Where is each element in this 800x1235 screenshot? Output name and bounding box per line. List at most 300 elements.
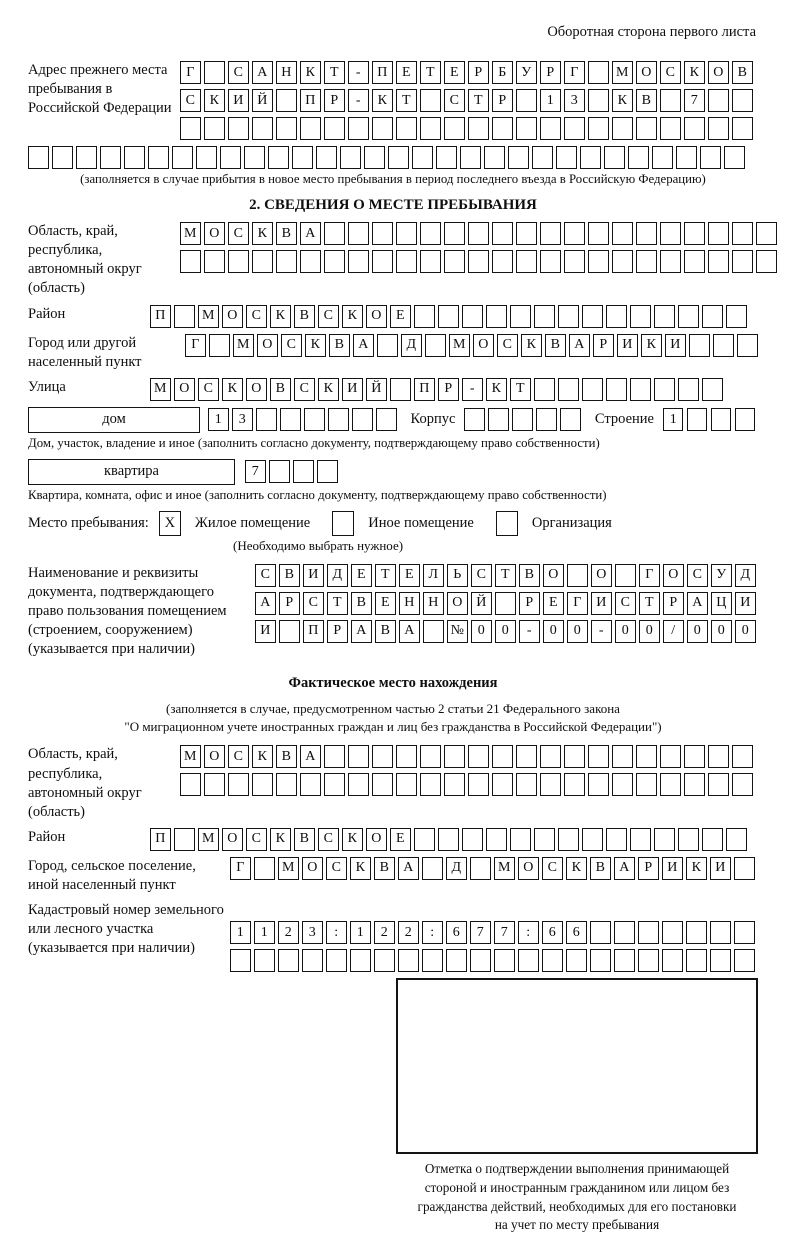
char-cell[interactable]: О xyxy=(366,305,387,328)
char-cell[interactable]: К xyxy=(521,334,542,357)
char-cell[interactable] xyxy=(732,250,753,273)
char-cell[interactable]: В xyxy=(519,564,540,587)
char-cell[interactable] xyxy=(588,773,609,796)
char-cell[interactable] xyxy=(564,250,585,273)
char-cell[interactable] xyxy=(348,222,369,245)
char-cell[interactable]: Т xyxy=(327,592,348,615)
char-cell[interactable] xyxy=(100,146,121,169)
char-cell[interactable]: 6 xyxy=(446,921,467,944)
char-cell[interactable] xyxy=(244,146,265,169)
char-cell[interactable] xyxy=(614,949,635,972)
char-cell[interactable]: : xyxy=(422,921,443,944)
char-cell[interactable] xyxy=(495,592,516,615)
char-cell[interactable] xyxy=(220,146,241,169)
char-cell[interactable] xyxy=(174,828,195,851)
char-cell[interactable] xyxy=(638,921,659,944)
char-cell[interactable]: К xyxy=(252,222,273,245)
char-cell[interactable] xyxy=(636,222,657,245)
char-cell[interactable] xyxy=(377,334,398,357)
char-cell[interactable]: В xyxy=(294,828,315,851)
char-cell[interactable]: В xyxy=(732,61,753,84)
char-cell[interactable]: В xyxy=(375,620,396,643)
char-cell[interactable] xyxy=(660,773,681,796)
char-cell[interactable] xyxy=(324,773,345,796)
char-cell[interactable] xyxy=(708,117,729,140)
char-cell[interactable]: 3 xyxy=(564,89,585,112)
char-cell[interactable]: С xyxy=(255,564,276,587)
char-cell[interactable] xyxy=(756,222,777,245)
char-cell[interactable] xyxy=(660,250,681,273)
char-cell[interactable]: М xyxy=(612,61,633,84)
char-cell[interactable] xyxy=(734,857,755,880)
char-cell[interactable]: О xyxy=(222,305,243,328)
char-cell[interactable] xyxy=(422,857,443,880)
char-cell[interactable]: И xyxy=(617,334,638,357)
char-cell[interactable] xyxy=(462,828,483,851)
char-cell[interactable] xyxy=(304,408,325,431)
char-cell[interactable] xyxy=(460,146,481,169)
char-cell[interactable] xyxy=(724,146,745,169)
char-cell[interactable] xyxy=(636,117,657,140)
char-cell[interactable] xyxy=(204,773,225,796)
char-cell[interactable]: П xyxy=(372,61,393,84)
char-cell[interactable]: 2 xyxy=(374,921,395,944)
char-cell[interactable] xyxy=(540,117,561,140)
char-cell[interactable]: О xyxy=(663,564,684,587)
char-cell[interactable]: М xyxy=(449,334,470,357)
char-cell[interactable] xyxy=(567,564,588,587)
char-cell[interactable]: - xyxy=(462,378,483,401)
char-cell[interactable] xyxy=(372,117,393,140)
char-cell[interactable]: Е xyxy=(396,61,417,84)
char-cell[interactable]: М xyxy=(180,745,201,768)
char-cell[interactable] xyxy=(280,408,301,431)
char-cell[interactable] xyxy=(209,334,230,357)
char-cell[interactable] xyxy=(732,89,753,112)
char-cell[interactable] xyxy=(124,146,145,169)
char-cell[interactable]: В xyxy=(276,745,297,768)
char-cell[interactable]: Т xyxy=(639,592,660,615)
char-cell[interactable]: С xyxy=(318,828,339,851)
char-cell[interactable] xyxy=(340,146,361,169)
char-cell[interactable] xyxy=(468,117,489,140)
char-cell[interactable] xyxy=(444,117,465,140)
char-cell[interactable]: О xyxy=(257,334,278,357)
char-cell[interactable]: Т xyxy=(420,61,441,84)
char-cell[interactable] xyxy=(486,828,507,851)
char-cell[interactable] xyxy=(276,89,297,112)
char-cell[interactable]: К xyxy=(222,378,243,401)
char-cell[interactable]: В xyxy=(374,857,395,880)
char-cell[interactable] xyxy=(516,250,537,273)
char-cell[interactable]: / xyxy=(663,620,684,643)
char-cell[interactable]: О xyxy=(246,378,267,401)
char-cell[interactable]: В xyxy=(545,334,566,357)
char-cell[interactable] xyxy=(414,828,435,851)
char-cell[interactable]: 0 xyxy=(687,620,708,643)
char-cell[interactable] xyxy=(660,745,681,768)
char-cell[interactable]: О xyxy=(447,592,468,615)
char-cell[interactable]: - xyxy=(348,61,369,84)
char-cell[interactable]: Е xyxy=(399,564,420,587)
char-cell[interactable]: К xyxy=(612,89,633,112)
char-cell[interactable]: А xyxy=(398,857,419,880)
char-cell[interactable] xyxy=(708,745,729,768)
char-cell[interactable] xyxy=(254,857,275,880)
char-cell[interactable] xyxy=(588,745,609,768)
char-cell[interactable]: Д xyxy=(327,564,348,587)
char-cell[interactable]: 1 xyxy=(230,921,251,944)
char-cell[interactable] xyxy=(540,250,561,273)
char-cell[interactable]: Н xyxy=(423,592,444,615)
char-cell[interactable]: О xyxy=(518,857,539,880)
char-cell[interactable]: 0 xyxy=(639,620,660,643)
char-cell[interactable]: И xyxy=(255,620,276,643)
char-cell[interactable]: 0 xyxy=(567,620,588,643)
char-cell[interactable] xyxy=(702,378,723,401)
char-cell[interactable] xyxy=(614,921,635,944)
char-cell[interactable] xyxy=(588,222,609,245)
char-cell[interactable]: Й xyxy=(366,378,387,401)
char-cell[interactable] xyxy=(542,949,563,972)
char-cell[interactable]: О xyxy=(366,828,387,851)
char-cell[interactable] xyxy=(279,620,300,643)
char-cell[interactable]: Е xyxy=(444,61,465,84)
char-cell[interactable] xyxy=(652,146,673,169)
char-cell[interactable] xyxy=(518,949,539,972)
char-cell[interactable] xyxy=(604,146,625,169)
char-cell[interactable]: Р xyxy=(540,61,561,84)
char-cell[interactable] xyxy=(300,773,321,796)
char-cell[interactable]: - xyxy=(591,620,612,643)
char-cell[interactable] xyxy=(536,408,557,431)
char-cell[interactable]: О xyxy=(543,564,564,587)
char-cell[interactable]: Н xyxy=(399,592,420,615)
char-cell[interactable]: 0 xyxy=(495,620,516,643)
char-cell[interactable]: К xyxy=(270,828,291,851)
char-cell[interactable] xyxy=(252,773,273,796)
char-cell[interactable] xyxy=(420,773,441,796)
char-cell[interactable]: Г xyxy=(230,857,251,880)
char-cell[interactable] xyxy=(348,745,369,768)
char-cell[interactable] xyxy=(566,949,587,972)
char-cell[interactable]: К xyxy=(686,857,707,880)
char-cell[interactable]: О xyxy=(302,857,323,880)
char-cell[interactable]: М xyxy=(150,378,171,401)
char-cell[interactable]: 1 xyxy=(208,408,229,431)
char-cell[interactable] xyxy=(204,61,225,84)
char-cell[interactable] xyxy=(292,146,313,169)
char-cell[interactable] xyxy=(276,117,297,140)
char-cell[interactable] xyxy=(564,773,585,796)
char-cell[interactable] xyxy=(687,408,708,431)
char-cell[interactable]: Р xyxy=(663,592,684,615)
char-cell[interactable]: С xyxy=(228,222,249,245)
char-cell[interactable] xyxy=(560,408,581,431)
char-cell[interactable] xyxy=(412,146,433,169)
char-cell[interactable] xyxy=(654,305,675,328)
char-cell[interactable] xyxy=(660,89,681,112)
char-cell[interactable]: С xyxy=(326,857,347,880)
char-cell[interactable]: Г xyxy=(639,564,660,587)
char-cell[interactable]: Р xyxy=(519,592,540,615)
char-cell[interactable] xyxy=(324,222,345,245)
char-cell[interactable] xyxy=(414,305,435,328)
char-cell[interactable] xyxy=(686,921,707,944)
char-cell[interactable]: И xyxy=(662,857,683,880)
char-cell[interactable] xyxy=(636,773,657,796)
char-cell[interactable]: Г xyxy=(185,334,206,357)
char-cell[interactable]: Ц xyxy=(711,592,732,615)
char-cell[interactable]: Г xyxy=(180,61,201,84)
char-cell[interactable]: 7 xyxy=(494,921,515,944)
char-cell[interactable]: М xyxy=(233,334,254,357)
char-cell[interactable]: К xyxy=(566,857,587,880)
char-cell[interactable] xyxy=(558,378,579,401)
char-cell[interactable] xyxy=(398,949,419,972)
char-cell[interactable] xyxy=(396,222,417,245)
char-cell[interactable] xyxy=(204,117,225,140)
char-cell[interactable] xyxy=(446,949,467,972)
char-cell[interactable] xyxy=(254,949,275,972)
char-cell[interactable] xyxy=(180,773,201,796)
char-cell[interactable]: О xyxy=(708,61,729,84)
char-cell[interactable]: С xyxy=(246,828,267,851)
char-cell[interactable]: П xyxy=(303,620,324,643)
char-cell[interactable]: А xyxy=(687,592,708,615)
char-cell[interactable]: П xyxy=(150,305,171,328)
other-premises-checkbox[interactable] xyxy=(332,511,354,536)
char-cell[interactable] xyxy=(492,222,513,245)
char-cell[interactable]: У xyxy=(516,61,537,84)
char-cell[interactable]: М xyxy=(198,305,219,328)
char-cell[interactable]: С xyxy=(246,305,267,328)
char-cell[interactable]: : xyxy=(518,921,539,944)
char-cell[interactable] xyxy=(564,222,585,245)
char-cell[interactable] xyxy=(612,745,633,768)
char-cell[interactable] xyxy=(734,921,755,944)
char-cell[interactable] xyxy=(390,378,411,401)
char-cell[interactable] xyxy=(172,146,193,169)
char-cell[interactable] xyxy=(204,250,225,273)
char-cell[interactable]: В xyxy=(276,222,297,245)
char-cell[interactable] xyxy=(676,146,697,169)
char-cell[interactable]: Д xyxy=(401,334,422,357)
char-cell[interactable]: 0 xyxy=(735,620,756,643)
char-cell[interactable] xyxy=(488,408,509,431)
char-cell[interactable] xyxy=(468,745,489,768)
char-cell[interactable] xyxy=(564,117,585,140)
char-cell[interactable]: - xyxy=(348,89,369,112)
char-cell[interactable]: К xyxy=(342,305,363,328)
char-cell[interactable] xyxy=(420,745,441,768)
char-cell[interactable]: 1 xyxy=(663,408,684,431)
char-cell[interactable]: К xyxy=(318,378,339,401)
char-cell[interactable] xyxy=(196,146,217,169)
char-cell[interactable] xyxy=(352,408,373,431)
char-cell[interactable] xyxy=(660,222,681,245)
char-cell[interactable]: А xyxy=(300,745,321,768)
char-cell[interactable] xyxy=(662,921,683,944)
char-cell[interactable] xyxy=(317,460,338,483)
house-type-field[interactable]: дом xyxy=(28,407,200,433)
char-cell[interactable] xyxy=(678,305,699,328)
char-cell[interactable]: О xyxy=(473,334,494,357)
char-cell[interactable] xyxy=(711,408,732,431)
char-cell[interactable]: А xyxy=(252,61,273,84)
char-cell[interactable]: О xyxy=(204,745,225,768)
residential-checkbox[interactable]: X xyxy=(159,511,181,536)
char-cell[interactable] xyxy=(324,745,345,768)
char-cell[interactable] xyxy=(654,378,675,401)
char-cell[interactable] xyxy=(732,222,753,245)
char-cell[interactable]: К xyxy=(350,857,371,880)
char-cell[interactable] xyxy=(276,250,297,273)
char-cell[interactable]: Т xyxy=(495,564,516,587)
char-cell[interactable] xyxy=(678,828,699,851)
char-cell[interactable]: К xyxy=(342,828,363,851)
char-cell[interactable]: М xyxy=(494,857,515,880)
char-cell[interactable]: И xyxy=(710,857,731,880)
char-cell[interactable] xyxy=(588,250,609,273)
char-cell[interactable] xyxy=(444,773,465,796)
char-cell[interactable]: Т xyxy=(324,61,345,84)
char-cell[interactable]: С xyxy=(294,378,315,401)
char-cell[interactable] xyxy=(326,949,347,972)
char-cell[interactable]: Р xyxy=(327,620,348,643)
char-cell[interactable] xyxy=(540,222,561,245)
char-cell[interactable] xyxy=(468,222,489,245)
char-cell[interactable]: М xyxy=(198,828,219,851)
char-cell[interactable] xyxy=(734,949,755,972)
char-cell[interactable] xyxy=(228,250,249,273)
char-cell[interactable] xyxy=(278,949,299,972)
char-cell[interactable] xyxy=(293,460,314,483)
char-cell[interactable]: С xyxy=(542,857,563,880)
char-cell[interactable] xyxy=(732,117,753,140)
char-cell[interactable] xyxy=(606,828,627,851)
char-cell[interactable] xyxy=(516,745,537,768)
char-cell[interactable] xyxy=(582,828,603,851)
char-cell[interactable]: Т xyxy=(375,564,396,587)
char-cell[interactable] xyxy=(582,378,603,401)
char-cell[interactable]: П xyxy=(150,828,171,851)
char-cell[interactable]: Р xyxy=(593,334,614,357)
char-cell[interactable] xyxy=(516,117,537,140)
char-cell[interactable] xyxy=(558,305,579,328)
char-cell[interactable] xyxy=(606,305,627,328)
char-cell[interactable] xyxy=(492,773,513,796)
char-cell[interactable] xyxy=(580,146,601,169)
char-cell[interactable] xyxy=(316,146,337,169)
char-cell[interactable] xyxy=(590,949,611,972)
char-cell[interactable] xyxy=(564,745,585,768)
char-cell[interactable] xyxy=(590,921,611,944)
char-cell[interactable] xyxy=(684,773,705,796)
char-cell[interactable]: Р xyxy=(438,378,459,401)
char-cell[interactable]: 0 xyxy=(543,620,564,643)
char-cell[interactable] xyxy=(612,117,633,140)
char-cell[interactable] xyxy=(180,250,201,273)
char-cell[interactable] xyxy=(420,117,441,140)
char-cell[interactable]: О xyxy=(636,61,657,84)
char-cell[interactable]: В xyxy=(636,89,657,112)
char-cell[interactable] xyxy=(710,949,731,972)
char-cell[interactable]: С xyxy=(281,334,302,357)
char-cell[interactable] xyxy=(702,305,723,328)
char-cell[interactable]: Е xyxy=(375,592,396,615)
char-cell[interactable] xyxy=(180,117,201,140)
char-cell[interactable]: 7 xyxy=(684,89,705,112)
char-cell[interactable] xyxy=(396,745,417,768)
char-cell[interactable] xyxy=(510,305,531,328)
char-cell[interactable]: С xyxy=(198,378,219,401)
char-cell[interactable]: 3 xyxy=(232,408,253,431)
char-cell[interactable] xyxy=(228,773,249,796)
char-cell[interactable] xyxy=(735,408,756,431)
char-cell[interactable] xyxy=(486,305,507,328)
char-cell[interactable]: 1 xyxy=(350,921,371,944)
char-cell[interactable] xyxy=(396,117,417,140)
char-cell[interactable] xyxy=(348,117,369,140)
char-cell[interactable] xyxy=(376,408,397,431)
char-cell[interactable] xyxy=(684,250,705,273)
char-cell[interactable] xyxy=(612,222,633,245)
char-cell[interactable] xyxy=(462,305,483,328)
char-cell[interactable]: М xyxy=(180,222,201,245)
char-cell[interactable] xyxy=(713,334,734,357)
char-cell[interactable] xyxy=(708,250,729,273)
char-cell[interactable] xyxy=(420,250,441,273)
char-cell[interactable] xyxy=(348,773,369,796)
char-cell[interactable]: Е xyxy=(390,305,411,328)
char-cell[interactable] xyxy=(470,949,491,972)
char-cell[interactable]: В xyxy=(270,378,291,401)
char-cell[interactable] xyxy=(588,89,609,112)
char-cell[interactable] xyxy=(328,408,349,431)
char-cell[interactable]: 6 xyxy=(566,921,587,944)
char-cell[interactable]: Т xyxy=(468,89,489,112)
char-cell[interactable]: О xyxy=(222,828,243,851)
char-cell[interactable]: В xyxy=(590,857,611,880)
char-cell[interactable] xyxy=(444,250,465,273)
char-cell[interactable] xyxy=(422,949,443,972)
char-cell[interactable] xyxy=(396,773,417,796)
char-cell[interactable]: Б xyxy=(492,61,513,84)
char-cell[interactable] xyxy=(300,117,321,140)
char-cell[interactable] xyxy=(660,117,681,140)
char-cell[interactable] xyxy=(700,146,721,169)
char-cell[interactable]: С xyxy=(444,89,465,112)
char-cell[interactable] xyxy=(606,378,627,401)
char-cell[interactable]: О xyxy=(591,564,612,587)
char-cell[interactable] xyxy=(556,146,577,169)
char-cell[interactable]: К xyxy=(486,378,507,401)
char-cell[interactable]: Й xyxy=(252,89,273,112)
char-cell[interactable] xyxy=(300,250,321,273)
char-cell[interactable] xyxy=(148,146,169,169)
char-cell[interactable]: № xyxy=(447,620,468,643)
char-cell[interactable] xyxy=(372,745,393,768)
char-cell[interactable] xyxy=(464,408,485,431)
char-cell[interactable]: К xyxy=(372,89,393,112)
char-cell[interactable] xyxy=(588,117,609,140)
char-cell[interactable] xyxy=(348,250,369,273)
char-cell[interactable] xyxy=(612,773,633,796)
char-cell[interactable]: Т xyxy=(396,89,417,112)
char-cell[interactable]: 2 xyxy=(398,921,419,944)
char-cell[interactable]: К xyxy=(252,745,273,768)
